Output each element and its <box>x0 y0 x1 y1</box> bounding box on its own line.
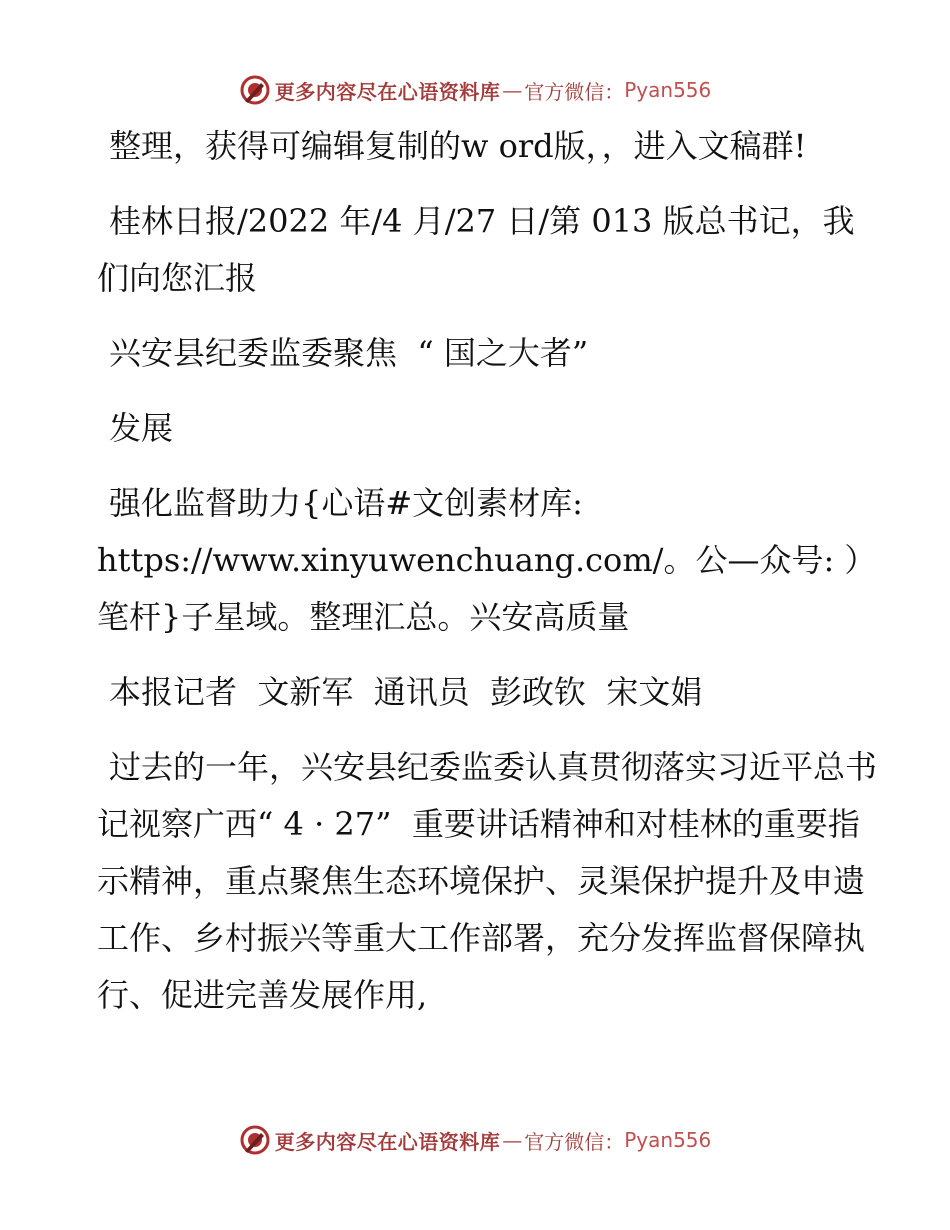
header-watermark-banner <box>0 70 950 110</box>
document-body <box>97 118 877 1042</box>
banner-text: 更多内容尽在心语资料库 <box>274 79 501 104</box>
banner-official-label: 官方微信： <box>524 1129 625 1154</box>
paragraph-source: 桂林日报/2022 年/4 月/27 日/第 013 版总书记，我们向您汇报 <box>97 202 855 297</box>
banner-dash: — <box>502 1128 523 1152</box>
paragraph-body: 过去的一年，兴安县纪委监委认真贯彻落实习近平总书记视察广西“ 4 · 27” 重要讲话精神和对桂林的重要指示精神，重点聚焦生态环境保护、灵渠保护提升及申遗工作、乡村振兴等重大工作部署，充分发挥监督保障执行、促进完善发展作用, <box>97 748 878 1014</box>
banner-text: 更多内容尽在心语资料库 <box>274 1129 501 1154</box>
banner-official-label: 官方微信： <box>524 79 625 104</box>
paragraph-byline: 本报记者 文新军 通讯员 彭政钦 宋文娟 <box>109 673 703 711</box>
paragraph-headline: 兴安县纪委监委聚焦 “ 国之大者” <box>109 334 589 372</box>
banner-wechat-id: Pyan556 <box>624 1128 712 1152</box>
pen-logo-icon <box>239 74 271 106</box>
pen-logo-icon <box>239 1124 271 1156</box>
banner-dash: — <box>502 78 523 102</box>
paragraph-subheadline: 强化监督助力{心语#文创素材库: https://www.xinyuwenchuang.com/。公—众号: ）笔杆}子星域。整理汇总。兴安高质量 <box>97 484 877 636</box>
paragraph-intro: 整理，获得可编辑复制的w ord版，，进入文稿群! <box>109 127 807 165</box>
banner-wechat-id: Pyan556 <box>624 78 712 102</box>
footer-watermark-banner <box>0 1120 950 1160</box>
paragraph-headline-cont: 发展 <box>109 409 174 447</box>
